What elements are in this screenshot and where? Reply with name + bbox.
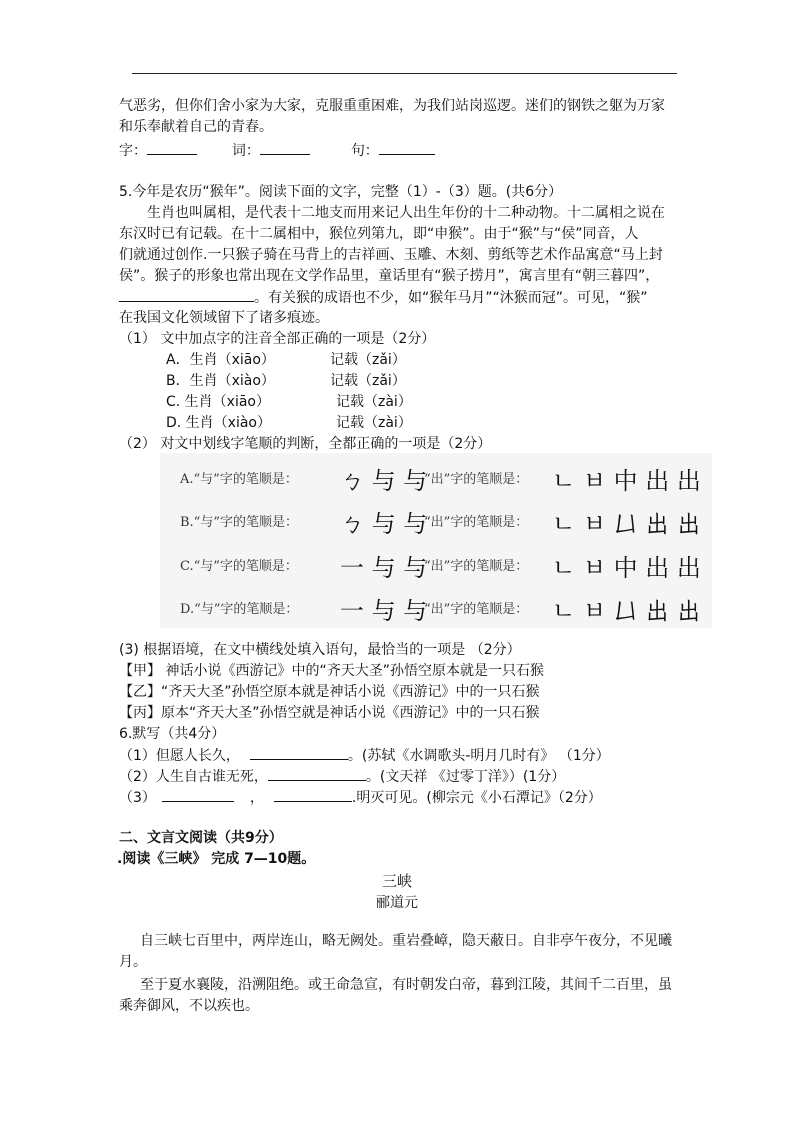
label-ci: 词： (231, 143, 260, 159)
stroke-b-yu-glyphs: ㄅ 与 与 (340, 510, 428, 538)
q5-sub1-stem: （1） 文中加点字的注音全部正确的一项是（2分） (119, 331, 436, 347)
q6-blank-3b[interactable] (274, 787, 352, 802)
label-zi: 字： (119, 143, 147, 159)
q6-blank-1[interactable] (250, 745, 348, 760)
q5-passage-line-6: 在我国文化领域留下了诸多痕迹。 (119, 310, 329, 326)
q5-sub3-option-yi[interactable]: 【乙】“齐天大圣”孙悟空原本就是神话小说《西游记》中的一只石猴 (119, 684, 540, 700)
q5-passage-line-5 (119, 287, 648, 309)
poem-para-2-line-1: 至于夏水襄陵，沿溯阻绝。或王命急宣，有时朝发白帝，暮到江陵，其间千二百里，虽 (140, 977, 672, 993)
q5-sub1-option-a[interactable]: A．生肖（xiāo） (166, 352, 275, 368)
q6-line-3-prompt: （3） (119, 790, 156, 806)
stroke-option-a[interactable] (180, 468, 298, 487)
q6-line-1-prompt: （1）但愿人长久， (119, 748, 240, 764)
q5-sub1-option-c-right: 记载（zài） (336, 394, 412, 410)
stroke-option-d[interactable] (180, 598, 298, 617)
q6-line-1 (119, 745, 610, 767)
q5-passage-line-5-text: 。有关猴的成语也不少，如“猴年马月”“沐猴而冠”。可见，“猴” (254, 290, 648, 306)
q5-fill-blank[interactable] (119, 287, 254, 302)
poem-para-1-line-2: 月。 (119, 954, 147, 970)
stroke-c-chu-glyphs: ㄴ ㅂ 中 出 出 (552, 554, 701, 582)
stroke-a-yu-label: A.“与”字的笔顺是： (180, 472, 298, 487)
stroke-a-chu-label: “出”字的笔顺是： (424, 472, 529, 487)
q5-sub1-option-c[interactable]: C. 生肖（xiāo） (166, 394, 270, 410)
q5-sub1-option-d[interactable]: D. 生肖（xiào） (166, 415, 271, 431)
q6-line-1-source: 。(苏轼《水调歌头-明月几时有》 （1分） (347, 748, 610, 764)
stroke-option-b[interactable] (180, 511, 298, 530)
header-rule (132, 73, 677, 74)
stroke-b-chu-glyphs: ㄴ ㅂ 𠙴 出 出 (552, 510, 701, 538)
q6-blank-2[interactable] (268, 766, 366, 781)
stroke-d-chu-label: “出”字的笔顺是： (424, 602, 529, 617)
stroke-c-yu-glyphs: 一 与 与 (340, 554, 428, 582)
q5-passage-line-3: 们就通过创作.一只猴子骑在马背上的吉祥画、玉雕、木刻、剪纸等艺术作品寓意“马上封 (119, 247, 663, 263)
poem-title: 三峡 (381, 872, 412, 890)
answer-row-zi-ci-ju (119, 140, 435, 162)
q5-title: 5.今年是农历“猴年”。阅读下面的文字，完整（1）-（3）题。(共6分） (119, 184, 563, 200)
q5-sub3-option-bing[interactable]: 【丙】原本“齐天大圣”孙悟空就是神话小说《西游记》中的一只石猴 (119, 705, 540, 721)
blank-ju[interactable] (379, 140, 435, 155)
stroke-d-yu-glyphs: 一 与 与 (340, 597, 428, 625)
stroke-a-chu-glyphs: ㄴ ㅂ 中 出 出 (552, 467, 701, 495)
stroke-d-chu-glyphs: ㄴ ㅂ 𠙴 出 出 (552, 597, 701, 625)
q5-sub3-option-jia[interactable]: 【甲】 神话小说《西游记》中的“齐天大圣”孙悟空原本就是一只石猴 (119, 663, 544, 679)
blank-ci[interactable] (260, 140, 310, 155)
stroke-c-chu-label: “出”字的笔顺是： (424, 559, 529, 574)
label-ju: 句： (350, 143, 379, 159)
intro-line-1: 气恶劣，但你们舍小家为大家，克服重重困难，为我们站岗巡逻。迷们的钢铁之躯为万家 (119, 98, 665, 114)
q6-title: 6.默写（共4分） (119, 726, 226, 742)
q6-line-3-comma: ， (249, 790, 264, 806)
q5-sub1-option-b[interactable]: B．生肖（xiào） (166, 373, 275, 389)
section-2-instruction: .阅读《三峡》 完成 7—10题。 (117, 851, 316, 867)
q6-line-3-source: .明灭可见。(柳宗元《小石潭记》（2分） (351, 790, 602, 806)
q5-passage-line-2: 东汉时已有记载。在十二属相中，猴位列第九，即“申猴”。由于“猴”与“侯”同音，人 (119, 226, 639, 242)
q5-passage-line-4: 侯”。猴子的形象也常出现在文学作品里，童话里有“猴子捞月”，寓言里有“朝三暮四”， (119, 268, 660, 284)
stroke-c-yu-label: C.“与”字的笔顺是： (180, 559, 298, 574)
stroke-b-chu-label: “出”字的笔顺是： (424, 515, 529, 530)
poem-para-2-line-2: 乘奔御风，不以疾也。 (119, 998, 259, 1014)
stroke-b-yu-label: B.“与”字的笔顺是： (180, 515, 298, 530)
poem-para-1-line-1: 自三峡七百里中，两岸连山，略无阙处。重岩叠嶂，隐天蔽日。自非亭午夜分，不见曦 (140, 933, 672, 949)
stroke-option-c[interactable] (180, 555, 298, 574)
q5-sub1-option-b-right: 记载（zǎi） (330, 373, 406, 389)
blank-zi[interactable] (147, 140, 197, 155)
stroke-d-yu-label: D.“与”字的笔顺是： (180, 602, 299, 617)
q6-blank-3a[interactable] (162, 787, 234, 802)
intro-line-2: 和乐奉献着自己的青春。 (119, 119, 273, 135)
poem-author: 郦道元 (376, 895, 418, 911)
q5-sub2-stem: （2） 对文中划线字笔顺的判断，全都正确的一项是（2分） (119, 436, 492, 452)
q6-line-2 (119, 766, 565, 788)
section-2-heading: 二、文言文阅读（共9分） (119, 830, 283, 846)
q5-sub3-stem: (3) 根据语境，在文中横线处填入语句，最恰当的一项是 （2分） (119, 642, 521, 658)
q6-line-2-prompt: （2）人生自古谁无死， (119, 769, 268, 785)
q5-sub1-option-a-right: 记载（zǎi） (330, 352, 406, 368)
stroke-order-panel (160, 453, 712, 628)
stroke-a-yu-glyphs: ㄅ 与 与 (340, 467, 428, 495)
q5-passage-line-1: 生肖也叫属相，是代表十二地支而用来记人出生年份的十二种动物。十二属相之说在 (147, 205, 665, 221)
q6-line-3 (119, 787, 602, 809)
q5-sub1-option-d-right: 记载（zài） (336, 415, 412, 431)
q6-line-2-source: 。(文天祥 《过零丁洋》）(1分） (365, 769, 566, 785)
